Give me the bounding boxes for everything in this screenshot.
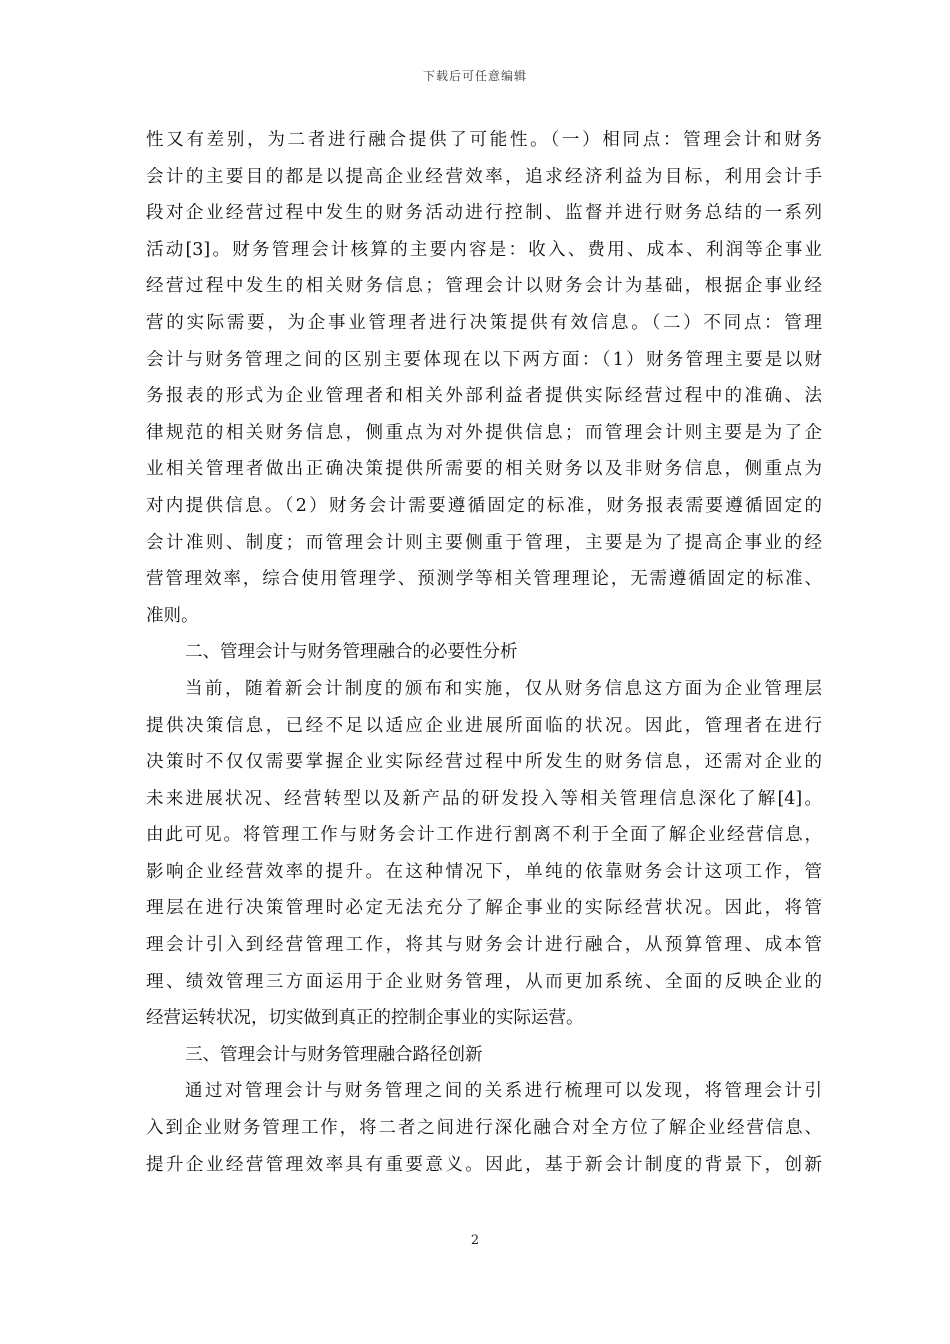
paragraph-line: 理会计引入到经营管理工作，将其与财务会计进行融合，从预算管理、成本管 xyxy=(146,935,822,956)
section-heading: 三、管理会计与财务管理融合路径创新 xyxy=(185,1044,483,1065)
paragraph-line: 通过对管理会计与财务管理之间的关系进行梳理可以发现，将管理会计引 xyxy=(185,1081,822,1102)
paragraph-line: 性又有差别，为二者进行融合提供了可能性。（一）相同点：管理会计和财务 xyxy=(146,130,822,150)
paragraph-line: 影响企业经营效率的提升。在这种情况下，单纯的依靠财务会计这项工作，管 xyxy=(146,861,822,882)
paragraph-line: 经营过程中发生的相关财务信息；管理会计以财务会计为基础，根据企事业经 xyxy=(146,276,822,297)
paragraph-line: 营的实际需要，为企事业管理者进行决策提供有效信息。（二）不同点：管理 xyxy=(146,312,822,333)
paragraph-line: 务报表的形式为企业管理者和相关外部利益者提供实际经营过程中的准确、法 xyxy=(146,386,822,407)
paragraph-line: 会计的主要目的都是以提高企业经营效率，追求经济利益为目标，利用会计手 xyxy=(146,166,822,187)
paragraph-line: 准则。 xyxy=(146,605,199,626)
paragraph-line: 营管理效率，综合使用管理学、预测学等相关管理理论，无需遵循固定的标准、 xyxy=(146,569,822,590)
paragraph-line: 当前，随着新会计制度的颁布和实施，仅从财务信息这方面为企业管理层 xyxy=(185,678,822,699)
document-body xyxy=(146,122,822,1183)
paragraph-line: 提供决策信息，已经不足以适应企业进展所面临的状况。因此，管理者在进行 xyxy=(146,715,822,736)
section-heading: 二、管理会计与财务管理融合的必要性分析 xyxy=(185,642,518,663)
paragraph-line: 入到企业财务管理工作，将二者之间进行深化融合对全方位了解企业经营信息、 xyxy=(146,1118,822,1139)
paragraph-line: 经营运转状况，切实做到真正的控制企事业的实际运营。 xyxy=(146,1008,584,1029)
paragraph-line: 会计准则、制度；而管理会计则主要侧重于管理，主要是为了提高企事业的经 xyxy=(146,532,822,553)
paragraph-line: 提升企业经营管理效率具有重要意义。因此，基于新会计制度的背景下，创新 xyxy=(146,1154,822,1175)
paragraph-line: 段对企业经营过程中发生的财务活动进行控制、监督并进行财务总结的一系列 xyxy=(146,203,822,224)
paragraph-line: 会计与财务管理之间的区别主要体现在以下两方面：（1）财务管理主要是以财 xyxy=(146,349,822,370)
paragraph-line: 对内提供信息。（2）财务会计需要遵循固定的标准，财务报表需要遵循固定的 xyxy=(146,495,822,516)
paragraph-line: 律规范的相关财务信息，侧重点为对外提供信息；而管理会计则主要是为了企 xyxy=(146,422,822,443)
paragraph-line: 活动[3]。财务管理会计核算的主要内容是：收入、费用、成本、利润等企事业 xyxy=(146,239,822,260)
paragraph-line: 理、绩效管理三方面运用于企业财务管理，从而更加系统、全面的反映企业的 xyxy=(146,971,822,992)
paragraph-line: 由此可见。将管理工作与财务会计工作进行割离不利于全面了解企业经营信息， xyxy=(146,825,822,846)
paragraph-line: 未来进展状况、经营转型以及新产品的研发投入等相关管理信息深化了解[4]。 xyxy=(146,788,822,809)
page-number: 2 xyxy=(470,1233,480,1248)
paragraph-line: 业相关管理者做出正确决策提供所需要的相关财务以及非财务信息，侧重点为 xyxy=(146,459,822,480)
paragraph-line: 决策时不仅仅需要掌握企业实际经营过程中所发生的财务信息，还需对企业的 xyxy=(146,752,822,773)
page-header: 下载后可任意编辑 xyxy=(422,69,527,83)
paragraph-line: 理层在进行决策管理时必定无法充分了解企事业的实际经营状况。因此，将管 xyxy=(146,898,822,919)
